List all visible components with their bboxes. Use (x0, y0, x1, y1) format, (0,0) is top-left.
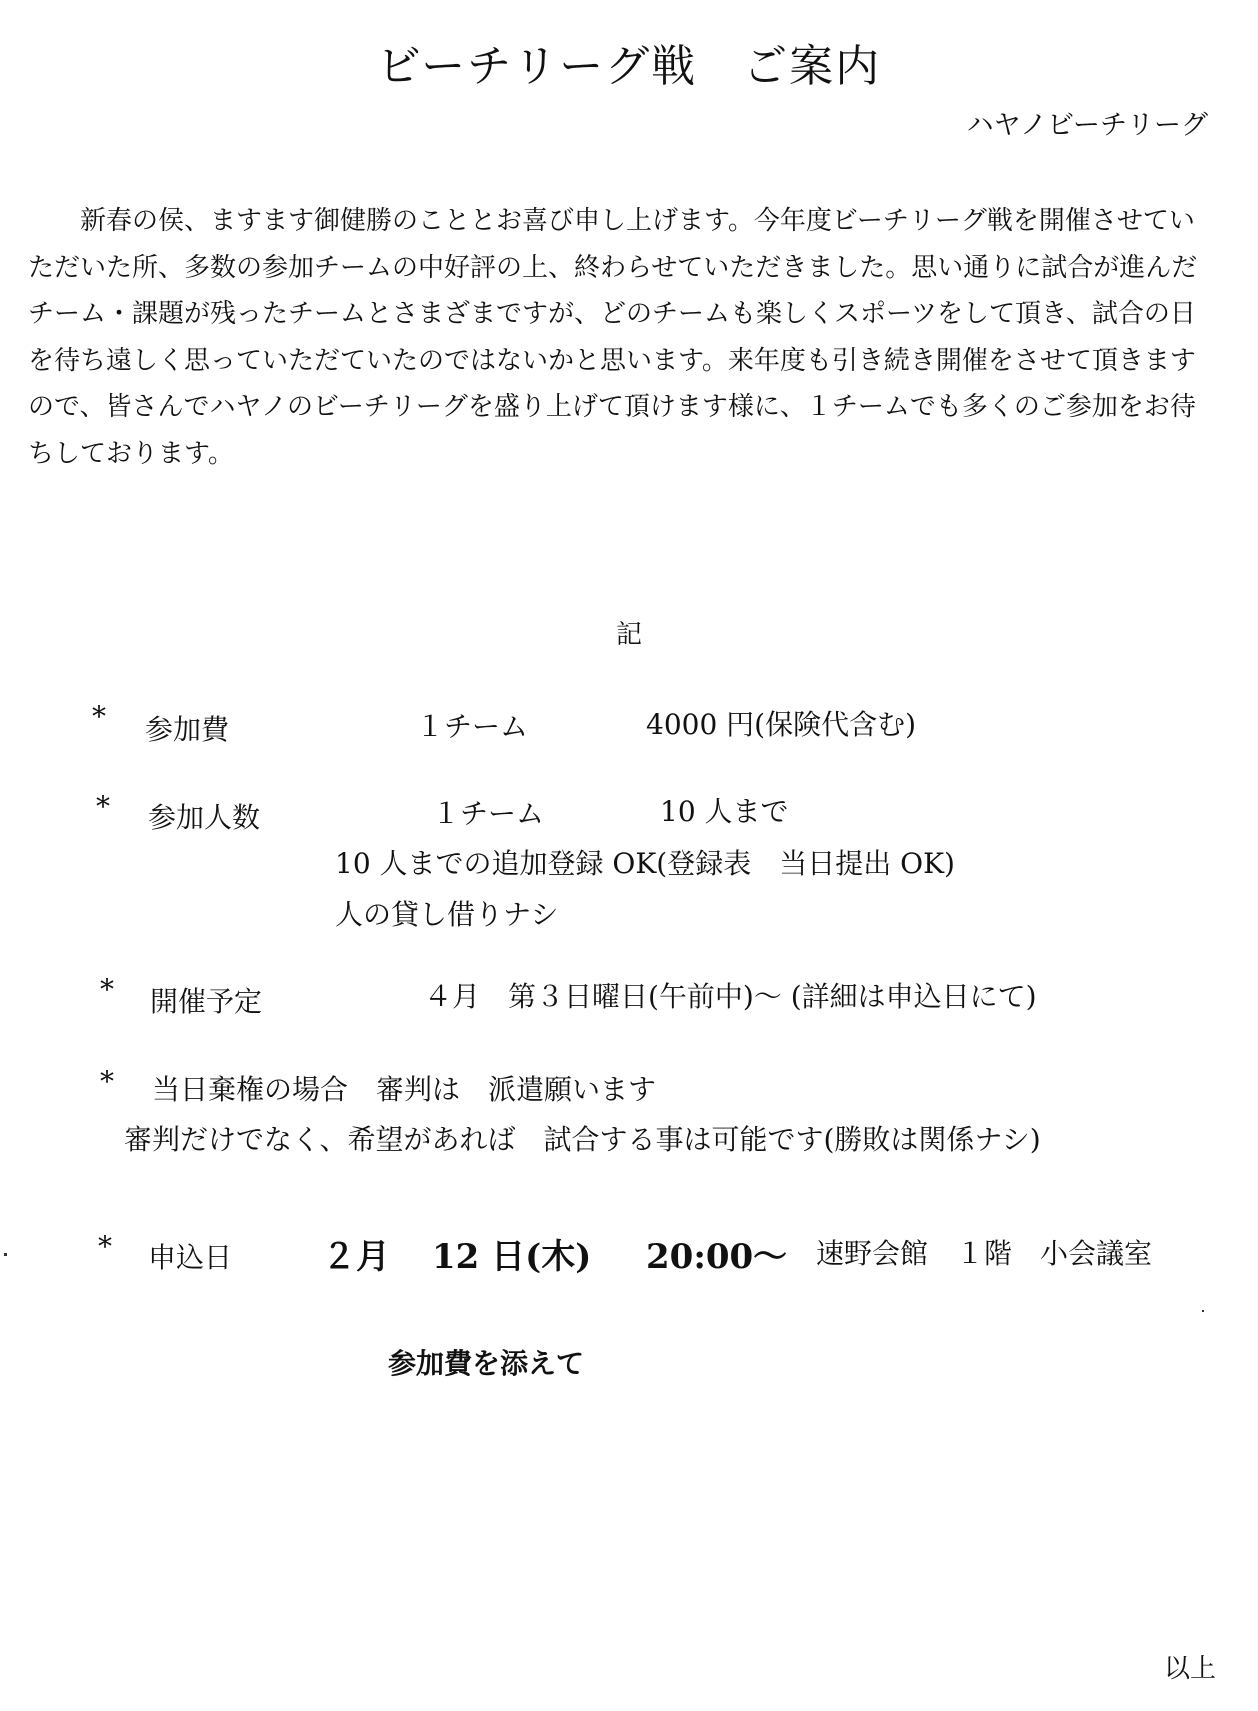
schedule-label: 開催予定 (150, 985, 263, 1018)
bullet: * (98, 1230, 112, 1263)
fee-value: 4000 円(保険代含む) (646, 708, 917, 741)
fee-unit: １チーム (416, 710, 529, 743)
application-note: 参加費を添えて (388, 1347, 585, 1380)
forfeit-text: 当日棄権の場合 審判は 派遣願います (152, 1073, 657, 1106)
closing-text: 以上 (1163, 1654, 1216, 1684)
fee-label: 参加費 (145, 713, 230, 746)
forfeit-note: 審判だけでなく、希望があれば 試合する事は可能です(勝敗は関係ナシ) (124, 1123, 1041, 1156)
bullet: * (100, 973, 114, 1006)
bullet: * (96, 790, 110, 823)
members-note-1: 10 人までの追加登録 OK(登録表 当日提出 OK) (335, 847, 955, 880)
application-time: 20:00～ (646, 1237, 788, 1277)
application-month: ２月 (322, 1237, 390, 1277)
schedule-value: ４月 第３日曜日(午前中)～ (詳細は申込日にて) (424, 980, 1037, 1013)
scan-speck (1202, 1310, 1204, 1312)
application-place: 速野会館 １階 小会議室 (816, 1237, 1153, 1270)
members-note-2: 人の貸し借りナシ (335, 898, 559, 931)
bullet: * (92, 700, 106, 733)
members-label: 参加人数 (148, 801, 261, 834)
application-day: 12 日(木) (432, 1237, 592, 1277)
organizer-name: ハヤノビーチリーグ (966, 110, 1208, 141)
members-value: 10 人まで (660, 795, 789, 828)
members-unit: １チーム (432, 797, 545, 830)
ki-heading: 記 (615, 620, 642, 650)
intro-paragraph: 新春の侯、ますます御健勝のこととお喜び申し上げます。今年度ビーチリーグ戦を開催させていただいた所、多数の参加チームの中好評の上、終わらせていただきました。思い通りに試合が進んだチーム・課題が残ったチームとさまざまですが、どのチームも楽しくスポーツをして頂き、試合の日を待ち遠しく思っていただていたのではないかと思います。来年度も引き続き開催をさせて頂きますので、皆さんでハヤノのビーチリーグを盛り上げて頂けます様に、１チームでも多くのご参加をお待ちしております。 (28, 206, 1198, 469)
application-label: 申込日 (148, 1241, 233, 1274)
page-title: ビーチリーグ戦 ご案内 (376, 41, 882, 92)
scan-speck (4, 1253, 7, 1256)
bullet: * (100, 1065, 114, 1098)
